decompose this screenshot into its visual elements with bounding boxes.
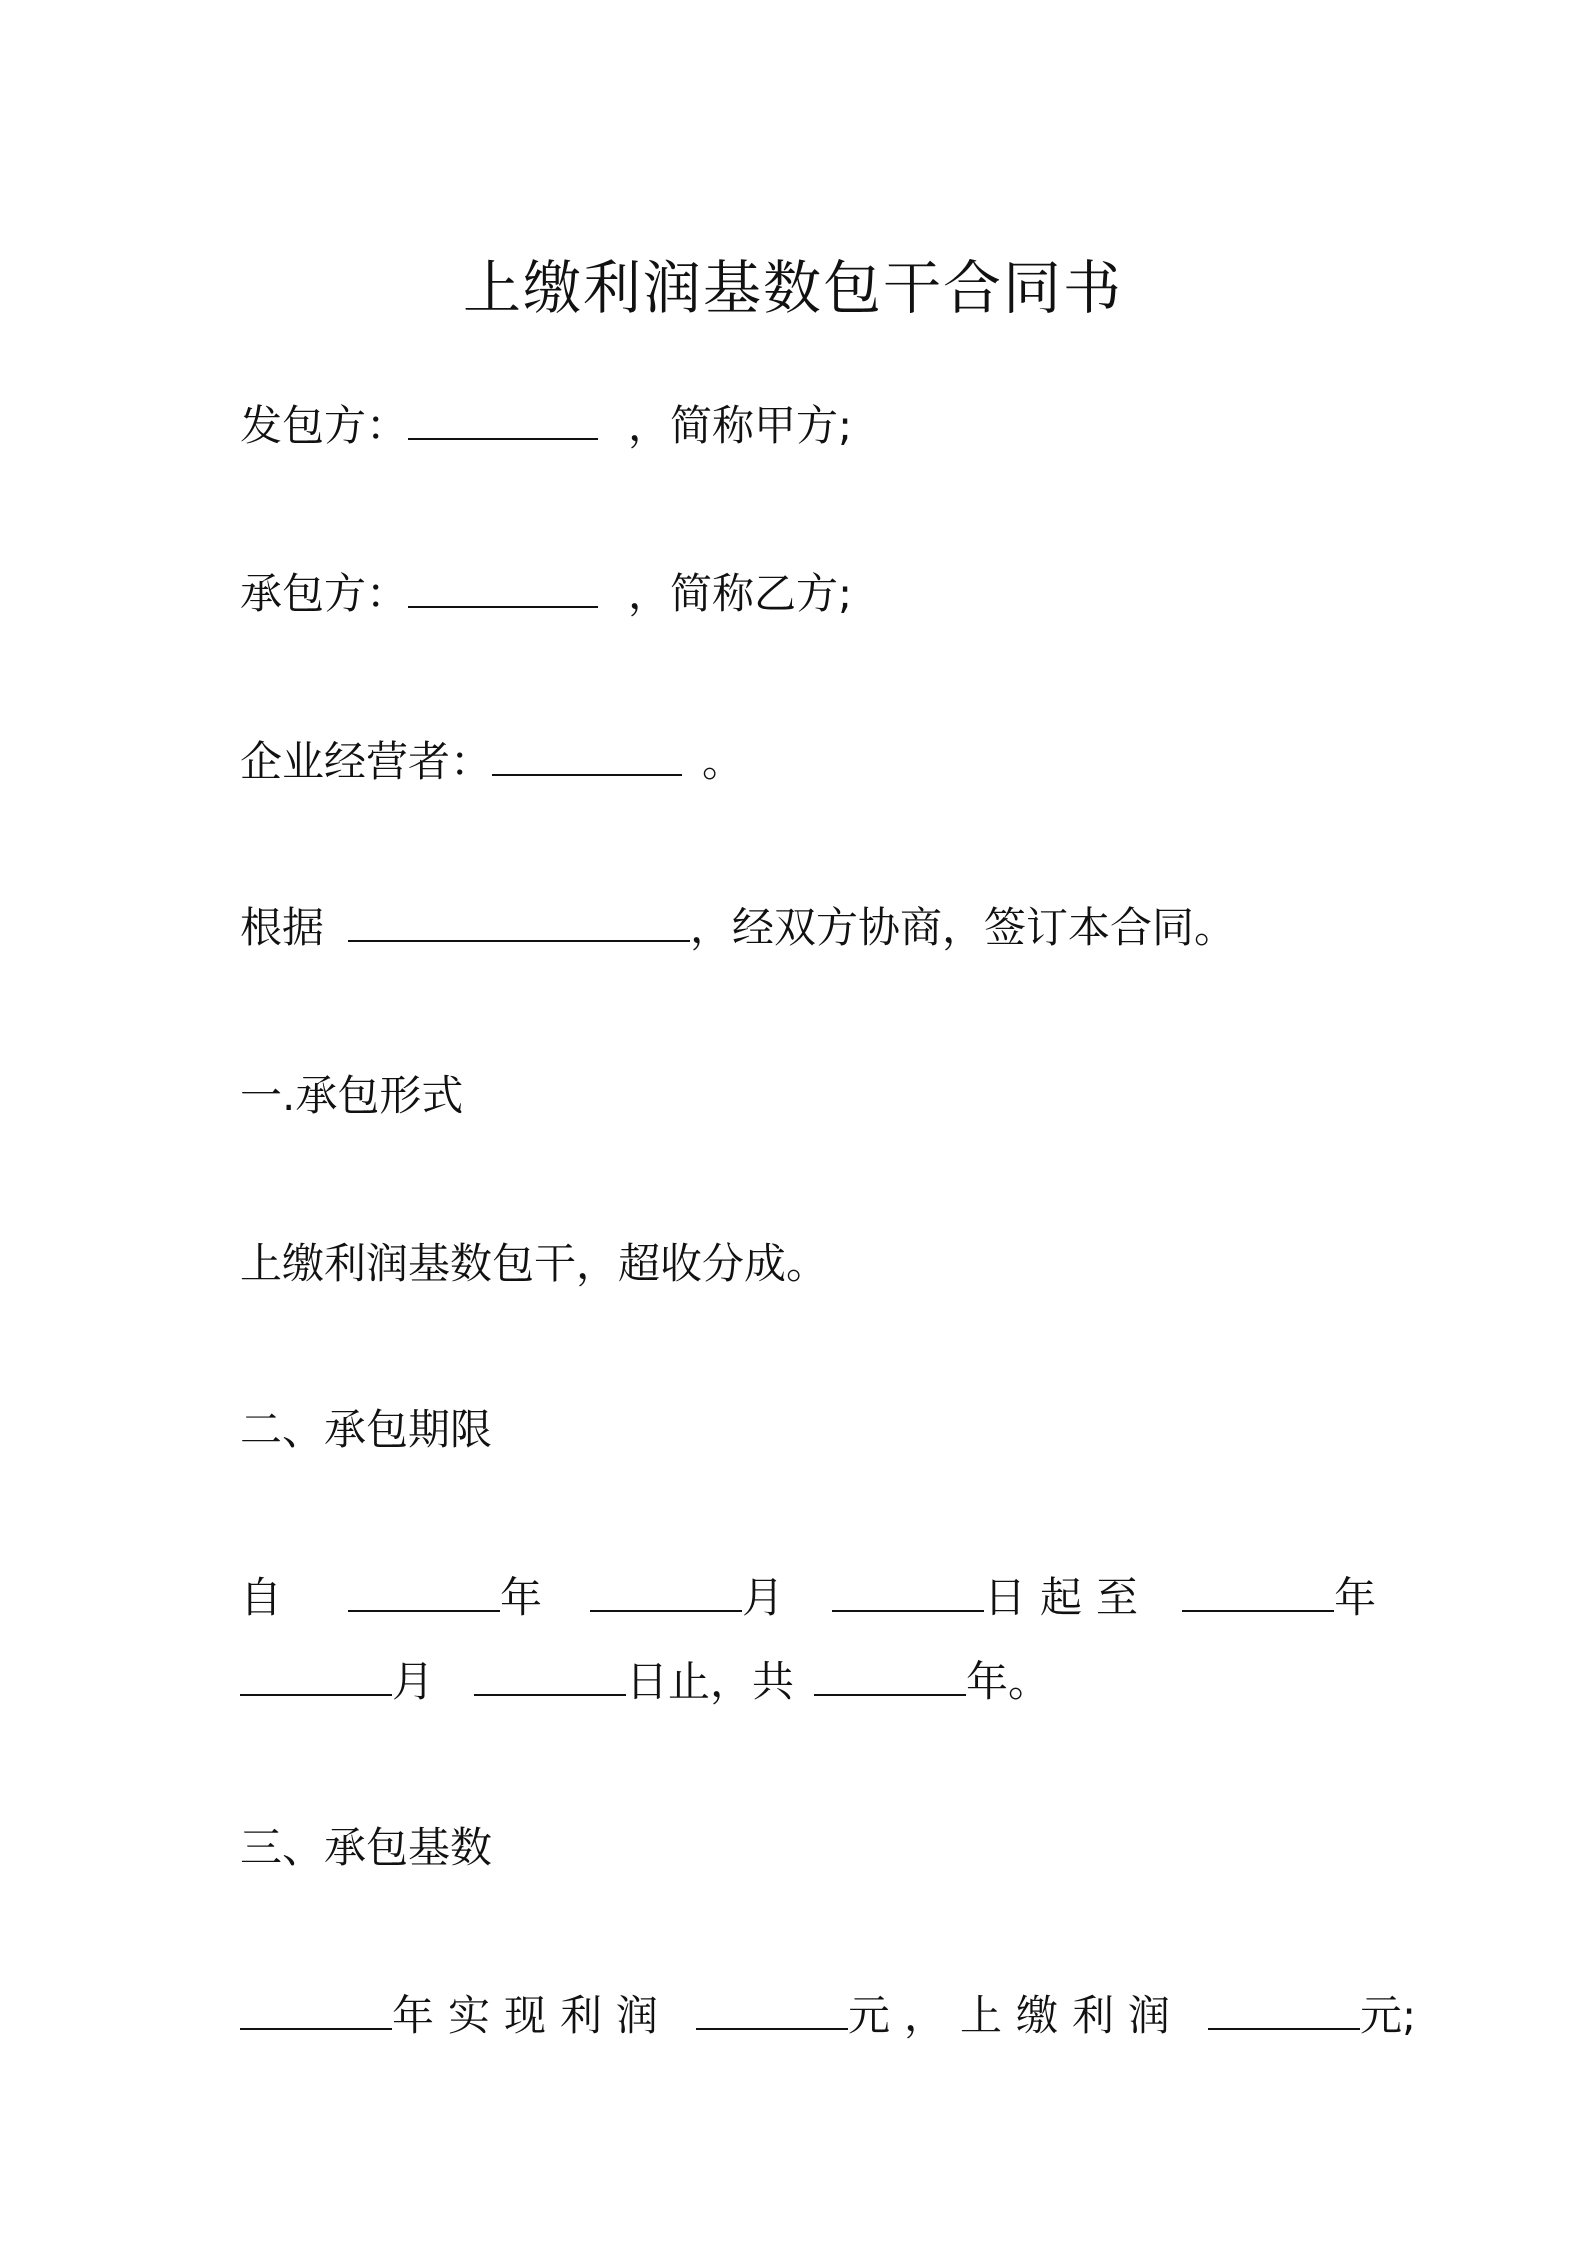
party-a-blank[interactable] <box>408 400 598 440</box>
operator-blank[interactable] <box>492 736 682 776</box>
base-yuan-end: 元; <box>1360 1991 1417 2040</box>
realized-profit-blank[interactable] <box>696 1990 848 2030</box>
base-year-blank[interactable] <box>240 1990 392 2030</box>
term-year2: 年 <box>1334 1573 1377 1622</box>
party-b-line <box>240 564 852 624</box>
party-a-label: 发包方： <box>240 401 409 450</box>
operator-line <box>240 732 744 792</box>
section3-heading: 三、承包基数 <box>240 1823 493 1872</box>
end-month-blank[interactable] <box>240 1656 392 1696</box>
term-month2: 月 <box>392 1657 435 1706</box>
start-day-blank[interactable] <box>832 1572 984 1612</box>
operator-suffix: 。 <box>702 737 745 786</box>
basis-suffix: ，经双方协商，签订本合同。 <box>690 903 1237 952</box>
party-a-line <box>240 396 852 456</box>
remitted-profit-blank[interactable] <box>1208 1990 1360 2030</box>
base-year-profit: 年实现利润 <box>392 1991 673 2040</box>
term-line-1 <box>240 1568 1376 1628</box>
term-day-end: 日止，共 <box>626 1657 795 1706</box>
section2-heading: 二、承包期限 <box>240 1405 493 1454</box>
start-year-blank[interactable] <box>348 1572 500 1612</box>
basis-line <box>240 898 1236 958</box>
basis-label: 根据 <box>240 903 325 952</box>
operator-label: 企业经营者： <box>240 737 493 786</box>
end-day-blank[interactable] <box>474 1656 626 1696</box>
term-years: 年。 <box>966 1657 1051 1706</box>
end-year-blank[interactable] <box>1182 1572 1334 1612</box>
term-month: 月 <box>742 1573 785 1622</box>
section1-body: 上缴利润基数包干，超收分成。 <box>240 1239 829 1288</box>
term-line-2 <box>240 1652 1050 1712</box>
start-month-blank[interactable] <box>590 1572 742 1612</box>
term-day-to: 日起至 <box>984 1573 1153 1622</box>
term-year: 年 <box>500 1573 543 1622</box>
basis-blank[interactable] <box>348 902 690 942</box>
term-from: 自 <box>240 1573 283 1622</box>
party-a-suffix: ，简称甲方; <box>628 401 853 450</box>
document-title: 上缴利润基数包干合同书 <box>462 254 1123 322</box>
party-b-label: 承包方： <box>240 569 409 618</box>
base-line-1 <box>240 1986 1416 2046</box>
party-b-suffix: ，简称乙方; <box>628 569 853 618</box>
total-years-blank[interactable] <box>814 1656 966 1696</box>
section1-heading: 一.承包形式 <box>240 1071 464 1120</box>
party-b-blank[interactable] <box>408 568 598 608</box>
base-yuan-comma: 元，上缴利润 <box>848 1991 1185 2040</box>
